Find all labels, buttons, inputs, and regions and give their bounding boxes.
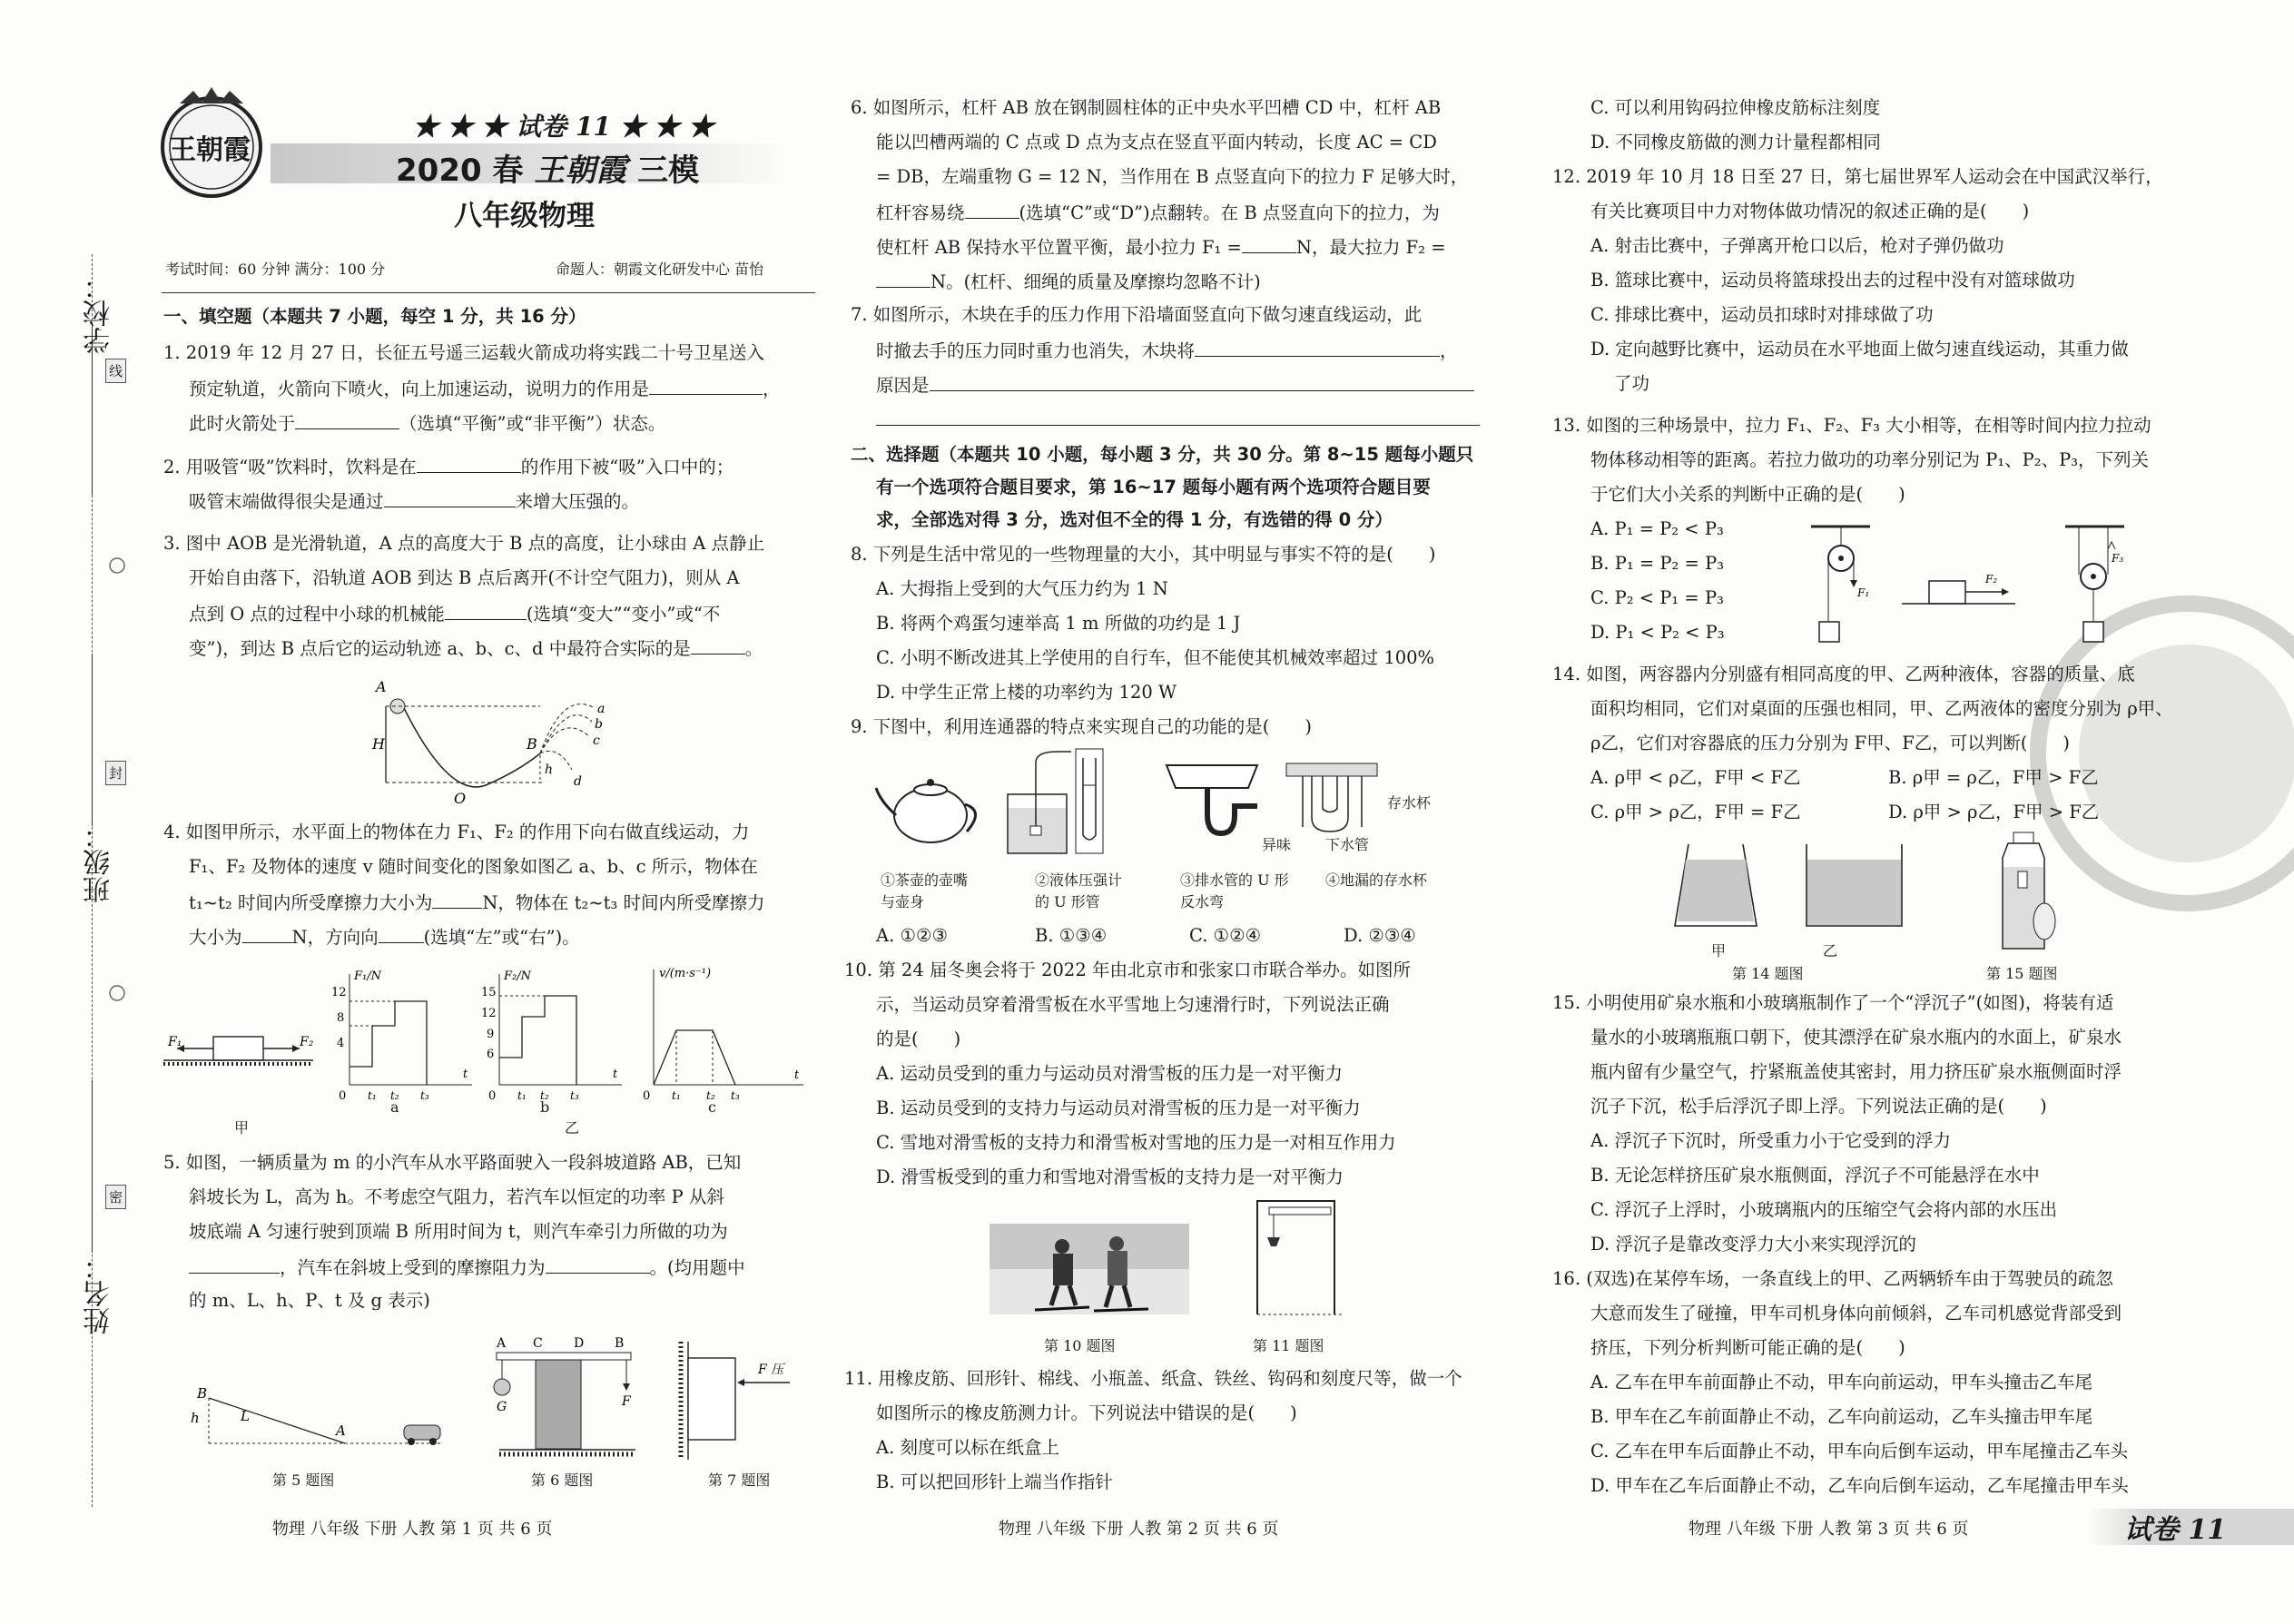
exam-series: ★ ★ ★ 试卷 11 ★ ★ ★ bbox=[413, 112, 714, 142]
q3-track-figure bbox=[363, 672, 608, 808]
teapot-picture bbox=[871, 761, 989, 851]
q15-line2: 量水的小玻璃瓶瓶口朝下，使其漂浮在矿泉水瓶内的水面上，矿泉水 bbox=[1590, 1027, 2122, 1048]
q16-line3: 挤压，下列分析判断可能正确的是( ) bbox=[1590, 1337, 1905, 1358]
svg-text:F₁: F₁ bbox=[168, 1035, 182, 1049]
svg-text:F₃: F₃ bbox=[2112, 552, 2124, 565]
svg-text:t₁: t₁ bbox=[672, 1089, 681, 1102]
svg-text:A: A bbox=[376, 678, 387, 695]
q5-caption: 第 5 题图 bbox=[272, 1471, 335, 1489]
q10-option-b: B. 运动员受到的支持力与运动员对滑雪板的压力是一对平衡力 bbox=[876, 1097, 1361, 1118]
q16-option-d: D. 甲车在乙车后面静止不动，乙车向后倒车运动，乙车尾撞击甲车头 bbox=[1590, 1475, 2129, 1496]
svg-text:t₃: t₃ bbox=[570, 1089, 579, 1102]
q14-line1: 14. 如图，两容器内分别盛有相同高度的甲、乙两种液体，容器的质量、底 bbox=[1552, 664, 2135, 684]
svg-text:H: H bbox=[372, 735, 385, 753]
q10-option-a: A. 运动员受到的重力与运动员对滑雪板的压力是一对平衡力 bbox=[876, 1063, 1343, 1084]
svg-text:0: 0 bbox=[488, 1089, 497, 1103]
q10-line3: 的是( ) bbox=[876, 1029, 961, 1049]
q13-line1: 13. 如图的三种场景中，拉力 F₁、F₂、F₃ 大小相等，在相等时间内拉力拉动 bbox=[1552, 415, 2151, 436]
svg-text:F₂/N: F₂/N bbox=[504, 969, 531, 983]
svg-text:t: t bbox=[613, 1068, 618, 1081]
svg-text:B: B bbox=[197, 1385, 208, 1402]
svg-text:12: 12 bbox=[481, 1007, 497, 1020]
q8-stem: 8. 下列是生活中常见的一些物理量的大小，其中明显与事实不符的是( ) bbox=[851, 544, 1436, 565]
svg-text:a: a bbox=[597, 702, 605, 716]
q15-caption: 第 15 题图 bbox=[1986, 965, 2058, 982]
q10-line2: 示，当运动员穿着滑雪板在水平雪地上匀速滑行时，下列说法正确 bbox=[876, 994, 1390, 1015]
q12-option-b: B. 篮球比赛中，运动员将篮球投出去的过程中没有对篮球做功 bbox=[1590, 270, 2075, 290]
q15-line1: 15. 小明使用矿泉水瓶和小玻璃瓶制作了一个“浮沉子”(如图)，将装有适 bbox=[1552, 992, 2114, 1013]
q7-line2: 时撤去手的压力同时重力也消失，木块将 ， bbox=[876, 332, 1458, 369]
q8-option-b: B. 将两个鸡蛋匀速举高 1 m 所做的功约是 1 J bbox=[876, 613, 1241, 634]
svg-text:d: d bbox=[574, 774, 582, 789]
svg-text:L: L bbox=[241, 1408, 250, 1424]
svg-text:t₂: t₂ bbox=[540, 1089, 549, 1102]
svg-text:h: h bbox=[191, 1410, 200, 1426]
q14-label-yi: 乙 bbox=[1823, 942, 1838, 960]
q13-pulley-1 bbox=[1807, 522, 1879, 649]
exam-info: 考试时间：60 分钟 满分：100 分 bbox=[165, 261, 386, 278]
q4-line4: 大小为 N，方向向 (选填“左”或“右”)。 bbox=[189, 919, 580, 955]
q5-line4: ，汽车在斜坡上受到的摩擦阻力为 。(均用题中 bbox=[189, 1249, 745, 1285]
mark-mi: 密 bbox=[105, 1185, 126, 1209]
q9-option-d: D. ②③④ bbox=[1344, 925, 1416, 946]
q8-option-a: A. 大拇指上受到的大气压力约为 1 N bbox=[876, 578, 1168, 599]
svg-text:B: B bbox=[527, 735, 537, 753]
q13-option-b: B. P₁ = P₂ = P₃ bbox=[1590, 553, 1725, 574]
title-prefix: 2020 春 bbox=[396, 153, 524, 189]
q3-line2: 开始自由落下，沿轨道 AOB 到达 B 点后离开(不计空气阻力)，则从 A bbox=[189, 567, 740, 588]
q16-option-b: B. 甲车在乙车前面静止不动，乙车向前运动，乙车头撞击甲车尾 bbox=[1590, 1406, 2093, 1427]
q7-line3: 原因是 bbox=[876, 367, 1474, 403]
q16-line2: 大意而发生了碰撞，甲车司机身体向前倾斜，乙车司机感觉背部受到 bbox=[1590, 1303, 2122, 1324]
svg-text:0: 0 bbox=[339, 1089, 347, 1103]
svg-text:9: 9 bbox=[487, 1028, 495, 1041]
q13-option-c: C. P₂ < P₁ = P₃ bbox=[1590, 587, 1724, 608]
svg-text:A: A bbox=[336, 1422, 346, 1439]
q11-option-b: B. 可以把回形针上端当作指针 bbox=[876, 1471, 1113, 1492]
q12-option-c: C. 排球比赛中，运动员扣球时对排球做了功 bbox=[1590, 304, 1934, 325]
q8-option-c: C. 小明不断改进其上学使用的自行车，但不能使其机械效率超过 100% bbox=[876, 647, 1435, 668]
column-1 bbox=[0, 0, 817, 1624]
svg-text:B: B bbox=[615, 1336, 625, 1351]
svg-text:4: 4 bbox=[337, 1037, 345, 1050]
q7-wall-figure bbox=[672, 1342, 808, 1469]
exam-author: 命题人：朝霞文化研发中心 苗怡 bbox=[556, 261, 764, 278]
q13-line3: 于它们大小关系的判断中正确的是( ) bbox=[1590, 484, 1905, 505]
q13-line2: 物体移动相等的距离。若拉力做功的功率分别记为 P₁、P₂、P₃，下列关 bbox=[1590, 449, 2150, 470]
q9-caption-1: ①茶壶的壶嘴 与壶身 bbox=[881, 871, 969, 910]
school-label: 学校： bbox=[84, 272, 115, 354]
q12-option-a: A. 射击比赛中，子弹离开枪口以后，枪对子弹仍做功 bbox=[1590, 235, 2004, 256]
q13-option-a: A. P₁ = P₂ < P₃ bbox=[1590, 518, 1724, 539]
q4-block-figure bbox=[163, 1026, 318, 1080]
svg-text:h: h bbox=[545, 763, 554, 777]
q9-caption-2: ②液体压强计 的 U 形管 bbox=[1035, 871, 1123, 910]
q14-label-jia: 甲 bbox=[1711, 942, 1727, 960]
q13-option-d: D. P₁ < P₂ < P₃ bbox=[1590, 622, 1725, 643]
q4-line3: t₁~t₂ 时间内所受摩擦力大小为 N，物体在 t₂~t₃ 时间内所受摩擦力 bbox=[189, 884, 764, 920]
spring-scale-figure bbox=[1244, 1196, 1353, 1319]
column-3 bbox=[1552, 0, 2294, 1624]
q3-line1: 3. 图中 AOB 是光滑轨道，A 点的高度大于 B 点的高度，让小球由 A 点静止 bbox=[163, 533, 765, 554]
q9-label-cup: 存水杯 bbox=[1387, 794, 1432, 812]
svg-text:F₁: F₁ bbox=[1857, 586, 1870, 599]
q5-slope-figure bbox=[186, 1375, 449, 1452]
q4-label-a: a bbox=[390, 1098, 399, 1116]
q14-line3: ρ乙，它们对容器底的压力分别为 F甲、F乙，可以判断( ) bbox=[1590, 733, 2070, 753]
svg-text:F₁/N: F₁/N bbox=[354, 969, 381, 983]
exam-title: 2020 春 王朝霞 三模 bbox=[396, 153, 700, 189]
svg-text:t₁: t₁ bbox=[368, 1089, 377, 1102]
q9-option-c: C. ①②④ bbox=[1189, 925, 1262, 946]
q10-line1: 10. 第 24 届冬奥会将于 2022 年由北京市和张家口市联合举办。如图所 bbox=[844, 960, 1411, 980]
q5-line3: 坡底端 A 匀速行驶到顶端 B 所用时间为 t，则汽车牵引力所做的功为 bbox=[189, 1221, 728, 1242]
class-label: 班级： bbox=[84, 822, 115, 903]
q9-caption-3: ③排水管的 U 形 反水弯 bbox=[1180, 871, 1289, 910]
page-2-footer: 物理 八年级 下册 人教 第 2 页 共 6 页 bbox=[999, 1520, 1279, 1539]
q6-line2: 能以凹槽两端的 C 点或 D 点为支点在竖直平面内转动，长度 AC = CD bbox=[876, 132, 1437, 153]
q4-label-yi: 乙 bbox=[565, 1119, 580, 1137]
drain-trap-picture bbox=[1162, 761, 1262, 861]
q11-option-c: C. 可以利用钩码拉伸橡皮筋标注刻度 bbox=[1590, 97, 1881, 118]
q11-option-a: A. 刻度可以标在纸盒上 bbox=[876, 1437, 1059, 1458]
q11-option-d: D. 不同橡皮筋做的测力计量程都相同 bbox=[1590, 132, 1881, 153]
q9-option-b: B. ①③④ bbox=[1035, 925, 1108, 946]
q6-line1: 6. 如图所示，杠杆 AB 放在钢制圆柱体的正中央水平凹槽 CD 中，杠杆 AB bbox=[851, 97, 1442, 118]
page-1-footer: 物理 八年级 下册 人教 第 1 页 共 6 页 bbox=[272, 1520, 553, 1539]
q4-line1: 4. 如图甲所示，水平面上的物体在力 F₁、F₂ 的作用下向右做直线运动，力 bbox=[163, 822, 750, 842]
q7-caption: 第 7 题图 bbox=[708, 1471, 771, 1489]
page-3-footer: 物理 八年级 下册 人教 第 3 页 共 6 页 bbox=[1689, 1520, 1969, 1539]
q4-label-c: c bbox=[708, 1098, 716, 1116]
svg-text:O: O bbox=[454, 790, 467, 807]
q10-option-d: D. 滑雪板受到的重力和雪地对滑雪板的支持力是一对平衡力 bbox=[876, 1166, 1344, 1187]
q4-label-b: b bbox=[540, 1098, 550, 1116]
q13-pulley-2 bbox=[2061, 522, 2133, 649]
q1-line1: 1. 2019 年 12 月 27 日，长征五号遥三运载火箭成功将实践二十号卫星送入 bbox=[163, 342, 765, 363]
section1-heading: 一、填空题（本题共 7 小题，每空 1 分，共 16 分） bbox=[163, 306, 586, 327]
q15-line3: 瓶内留有少量空气，拧紧瓶盖使其密封，用力挤压矿泉水瓶侧面时浮 bbox=[1590, 1061, 2122, 1082]
q9-caption-4: ④地漏的存水杯 bbox=[1325, 871, 1428, 889]
q14-option-a: A. ρ甲 < ρ乙，F甲 < F乙 bbox=[1590, 767, 1801, 788]
q4-graph-a bbox=[322, 967, 477, 1103]
q14-caption: 第 14 题图 bbox=[1732, 965, 1804, 982]
q16-line1: 16. (双选)在某停车场，一条直线上的甲、乙两辆轿车由于驾驶员的疏忽 bbox=[1552, 1268, 2113, 1289]
svg-text:15: 15 bbox=[481, 986, 497, 999]
q3-line3: 点到 O 点的过程中小球的机械能 (选填“变大”“变小”或“不 bbox=[189, 595, 720, 632]
q1-line3: 此时火箭处于 （选填“平衡”或“非平衡”）状态。 bbox=[189, 405, 665, 441]
q12-line1: 12. 2019 年 10 月 18 日至 27 日，第七届世界军人运动会在中国武汉举行， bbox=[1552, 166, 2163, 187]
q6-line3: = DB，左端重物 G = 12 N，当作用在 B 点竖直向下的拉力 F 足够大时， bbox=[876, 166, 1469, 187]
svg-text:t₂: t₂ bbox=[390, 1089, 399, 1102]
q6-line4: 杠杆容易绕 (选填“C”或“D”)点翻转。在 B 点竖直向下的拉力，为 bbox=[876, 194, 1440, 231]
brand-logo-text: 王朝霞 bbox=[169, 134, 251, 166]
q15-option-d: D. 浮沉子是靠改变浮力大小来实现浮沉的 bbox=[1590, 1234, 1916, 1255]
q11-line1: 11. 用橡皮筋、回形针、棉线、小瓶盖、纸盒、铁丝、钩码和刻度尺等，做一个 bbox=[844, 1368, 1462, 1389]
svg-text:t₂: t₂ bbox=[706, 1089, 715, 1102]
svg-text:8: 8 bbox=[337, 1011, 345, 1025]
q5-line1: 5. 如图，一辆质量为 m 的小汽车从水平路面驶入一段斜坡道路 AB，已知 bbox=[163, 1152, 742, 1173]
q15-option-b: B. 无论怎样挤压矿泉水瓶侧面，浮沉子不可能悬浮在水中 bbox=[1590, 1165, 2040, 1186]
q5-line5: 的 m、L、h、P、t 及 g 表示) bbox=[189, 1290, 430, 1311]
q6-line6: N。(杠杆、细绳的质量及摩擦均忽略不计) bbox=[876, 263, 1261, 300]
svg-text:C: C bbox=[533, 1336, 543, 1351]
skiers-photo bbox=[989, 1224, 1189, 1314]
svg-text:D: D bbox=[574, 1336, 585, 1351]
q3-line4: 变”)，到达 B 点后它的运动轨迹 a、b、c、d 中最符合实际的是 。 bbox=[189, 630, 763, 666]
svg-text:b: b bbox=[595, 717, 603, 732]
q12-line2: 有关比赛项目中力对物体做功情况的叙述正确的是( ) bbox=[1590, 201, 2030, 221]
q2-line1: 2. 用吸管“吸”饮料时，饮料是在 的作用下被“吸”入口中的； bbox=[163, 448, 733, 485]
q11-line2: 如图所示的橡皮筋测力计。下列说法中错误的是( ) bbox=[876, 1403, 1297, 1423]
corner-exam-tag: 试卷 11 bbox=[2124, 1514, 2227, 1546]
svg-text:t₃: t₃ bbox=[420, 1089, 429, 1102]
svg-text:12: 12 bbox=[331, 986, 347, 999]
q13-block-horizontal bbox=[1902, 563, 2020, 613]
svg-text:c: c bbox=[593, 733, 600, 748]
exam-subject: 八年级物理 bbox=[454, 200, 595, 232]
q14-option-d: D. ρ甲 > ρ乙，F甲 > F乙 bbox=[1888, 802, 2100, 822]
q6-caption: 第 6 题图 bbox=[531, 1471, 594, 1489]
svg-text:t₁: t₁ bbox=[517, 1089, 527, 1102]
svg-text:F 压: F 压 bbox=[758, 1363, 784, 1377]
q9-option-a: A. ①②③ bbox=[876, 925, 948, 946]
q4-graph-c bbox=[626, 962, 808, 1103]
q6-lever-figure bbox=[486, 1334, 649, 1471]
section2-heading-3: 求，全部选对得 3 分，选对但不全的得 1 分，有选错的得 0 分） bbox=[876, 509, 1393, 530]
q14-option-b: B. ρ甲 = ρ乙，F甲 > F乙 bbox=[1888, 767, 2099, 788]
q14-containers bbox=[1670, 840, 1915, 930]
pressure-gauge-picture bbox=[1003, 744, 1117, 858]
q11-caption: 第 11 题图 bbox=[1253, 1337, 1324, 1354]
q14-line2: 面积均相同，它们对桌面的压强也相同，甲、乙两液体的密度分别为 ρ甲、 bbox=[1590, 698, 2173, 719]
q6-line5: 使杠杆 AB 保持水平位置平衡，最小拉力 F₁ = N，最大拉力 F₂ = bbox=[876, 229, 1446, 265]
q7-line1: 7. 如图所示，木块在手的压力作用下沿墙面竖直向下做匀速直线运动，此 bbox=[851, 304, 1423, 325]
q9-stem: 9. 下图中，利用连通器的特点来实现自己的功能的是( ) bbox=[851, 716, 1313, 737]
svg-text:F: F bbox=[622, 1394, 631, 1409]
q16-option-c: C. 乙车在甲车后面静止不动，甲车向后倒车运动，甲车尾撞击乙车头 bbox=[1590, 1441, 2129, 1462]
q14-option-c: C. ρ甲 > ρ乙，F甲 = F乙 bbox=[1590, 802, 1801, 822]
svg-text:t: t bbox=[794, 1068, 800, 1082]
svg-text:F₂: F₂ bbox=[300, 1035, 314, 1049]
q9-label-pipe: 下水管 bbox=[1325, 836, 1370, 853]
q15-option-c: C. 浮沉子上浮时，小玻璃瓶内的压缩空气会将内部的水压出 bbox=[1590, 1199, 2058, 1220]
svg-text:F₂: F₂ bbox=[1985, 573, 1998, 586]
q4-line2: F₁、F₂ 及物体的速度 v 随时间变化的图象如图乙 a、b、c 所示，物体在 bbox=[189, 856, 758, 877]
q5-line2: 斜坡长为 L，高为 h。不考虑空气阻力，若汽车以恒定的功率 P 从斜 bbox=[189, 1186, 724, 1207]
name-label: 姓名： bbox=[84, 1253, 115, 1334]
svg-text:G: G bbox=[497, 1400, 507, 1414]
q16-option-a: A. 乙车在甲车前面静止不动，甲车向前运动，甲车头撞击乙车尾 bbox=[1590, 1372, 2092, 1393]
svg-text:0: 0 bbox=[643, 1089, 651, 1103]
title-brand: 王朝霞 bbox=[534, 153, 627, 189]
q2-line2: 吸管末端做得很尖是通过 来增大压强的。 bbox=[189, 483, 639, 519]
section2-heading-2: 有一个选项符合题目要求，第 16~17 题每小题有两个选项符合题目要 bbox=[876, 477, 1431, 497]
section2-heading-1: 二、选择题（本题共 10 小题，每小题 3 分，共 30 分。第 8~15 题每小题只 bbox=[851, 444, 1474, 465]
svg-text:t: t bbox=[463, 1068, 468, 1081]
q4-graph-b bbox=[472, 967, 626, 1103]
svg-text:A: A bbox=[497, 1336, 507, 1351]
mark-xian: 线 bbox=[105, 359, 126, 383]
q15-line4: 沉子下沉，松手后浮沉子即上浮。下列说法正确的是( ) bbox=[1590, 1096, 2047, 1117]
q15-bottle-figure bbox=[1988, 831, 2061, 958]
q4-label-jia: 甲 bbox=[234, 1119, 250, 1137]
column-2 bbox=[817, 0, 1525, 1624]
q8-option-d: D. 中学生正常上楼的功率约为 120 W bbox=[876, 682, 1177, 703]
svg-text:t₃: t₃ bbox=[731, 1089, 740, 1102]
svg-text:v/(m·s⁻¹): v/(m·s⁻¹) bbox=[659, 967, 712, 980]
q1-line2: 预定轨道，火箭向下喷火，向上加速运动，说明力的作用是 ， bbox=[189, 370, 781, 407]
q15-option-a: A. 浮沉子下沉时，所受重力小于它受到的浮力 bbox=[1590, 1130, 1951, 1151]
svg-text:6: 6 bbox=[487, 1048, 495, 1061]
q12-option-d-cont: 了功 bbox=[1614, 373, 1650, 394]
q12-option-d: D. 定向越野比赛中，运动员在水平地面上做匀速直线运动，其重力做 bbox=[1590, 339, 2129, 359]
q10-caption: 第 10 题图 bbox=[1044, 1337, 1116, 1354]
q10-option-c: C. 雪地对滑雪板的支持力和滑雪板对雪地的压力是一对相互作用力 bbox=[876, 1132, 1396, 1153]
q9-label-smell: 异味 bbox=[1262, 836, 1292, 853]
mark-feng: 封 bbox=[105, 761, 126, 785]
